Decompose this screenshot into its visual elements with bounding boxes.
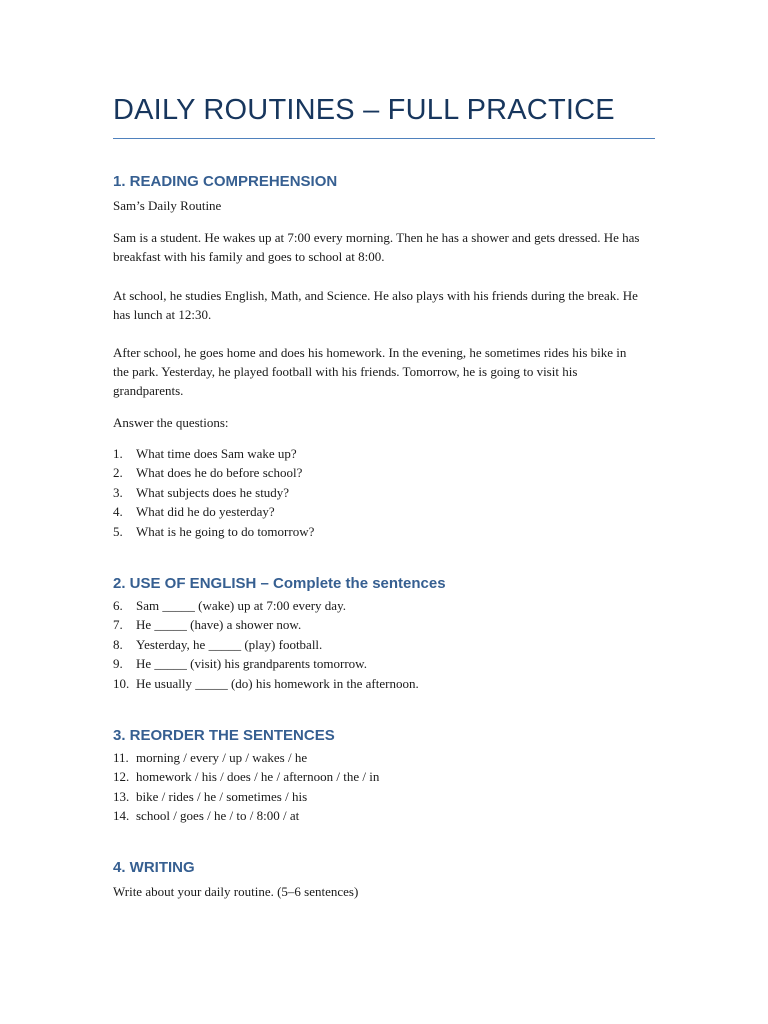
list-item xyxy=(113,767,379,786)
story-paragraph: After school, he goes home and does his homework. In the evening, he sometimes rides his bike in the park. Yesterday, he played football with his friends. Tomorrow, he is going to visit his grandparents. xyxy=(113,345,627,398)
item-number: 14. xyxy=(113,808,130,824)
item-number: 5. xyxy=(113,523,123,539)
item-text: He _____ (visit) his grandparents tomorrow. xyxy=(136,656,367,672)
item-number: 2. xyxy=(113,465,123,481)
list-item xyxy=(113,463,314,482)
document-title: DAILY ROUTINES – FULL PRACTICE xyxy=(113,94,615,126)
item-number: 12. xyxy=(113,769,130,785)
list-item xyxy=(113,635,419,654)
item-number: 1. xyxy=(113,446,123,461)
item-text: bike / rides / he / sometimes / his xyxy=(136,788,308,804)
questions-list xyxy=(113,444,314,541)
title-underline xyxy=(113,138,655,139)
list-item xyxy=(113,502,314,521)
reorder-list xyxy=(113,748,379,826)
item-text: What time does Sam wake up? xyxy=(136,446,297,461)
list-item xyxy=(113,654,419,673)
item-number: 8. xyxy=(113,636,123,652)
item-number: 6. xyxy=(113,598,123,613)
item-text: What does he do before school? xyxy=(136,465,303,481)
item-number: 4. xyxy=(113,504,123,520)
list-item xyxy=(113,787,379,806)
list-item xyxy=(113,444,314,463)
item-number: 10. xyxy=(113,675,130,691)
item-text: What subjects does he study? xyxy=(136,484,290,500)
list-item xyxy=(113,674,419,693)
story-title: Sam’s Daily Routine xyxy=(113,198,222,213)
item-text: homework / his / does / he / afternoon / the / in xyxy=(136,769,380,785)
list-item xyxy=(113,596,419,615)
complete-sentences-list xyxy=(113,596,419,693)
item-number: 3. xyxy=(113,484,123,500)
item-number: 9. xyxy=(113,656,123,672)
list-item xyxy=(113,522,314,541)
item-number: 11. xyxy=(113,750,129,765)
item-text: What is he going to do tomorrow? xyxy=(136,523,315,539)
section-heading-reading: 1. READING COMPREHENSION xyxy=(113,173,338,190)
item-text: He _____ (have) a shower now. xyxy=(136,617,302,633)
list-item xyxy=(113,748,379,767)
writing-instruction: Write about your daily routine. (5–6 sentences) xyxy=(113,884,359,899)
section-heading-reorder: 3. REORDER THE SENTENCES xyxy=(113,727,335,744)
list-item xyxy=(113,483,314,502)
item-text: Sam _____ (wake) up at 7:00 every day. xyxy=(136,598,346,613)
item-text: school / goes / he / to / 8:00 / at xyxy=(136,808,300,824)
item-text: What did he do yesterday? xyxy=(136,504,275,520)
questions-instruction: Answer the questions: xyxy=(113,415,229,430)
item-text: He usually _____ (do) his homework in the afternoon. xyxy=(136,675,419,691)
item-text: Yesterday, he _____ (play) football. xyxy=(136,636,323,652)
list-item xyxy=(113,615,419,634)
item-text: morning / every / up / wakes / he xyxy=(136,750,308,765)
list-item xyxy=(113,806,379,825)
item-number: 7. xyxy=(113,617,123,633)
item-number: 13. xyxy=(113,788,130,804)
section-heading-use-of-english: 2. USE OF ENGLISH – Complete the sentences xyxy=(113,575,446,592)
story-paragraph: At school, he studies English, Math, and Science. He also plays with his friends during the break. He has lunch at 12:30. xyxy=(113,288,638,322)
story-paragraph: Sam is a student. He wakes up at 7:00 every morning. Then he has a shower and gets dressed. He has breakfast with his family and goes to school at 8:00. xyxy=(113,230,640,264)
section-heading-writing: 4. WRITING xyxy=(113,859,195,876)
